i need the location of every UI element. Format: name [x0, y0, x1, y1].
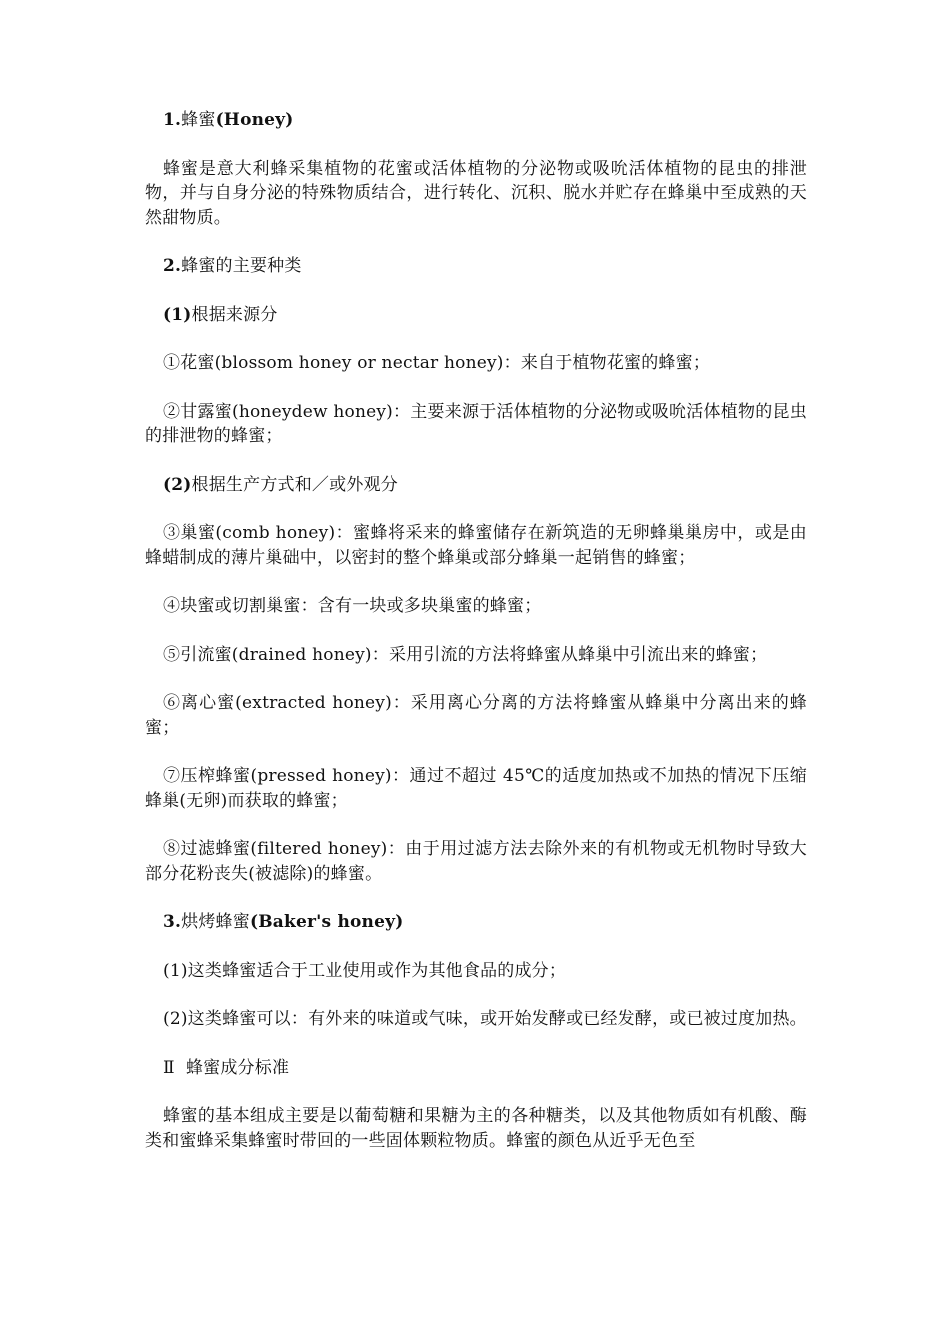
list-item-comb-honey: ③巢蜜(comb honey)：蜜蜂将采来的蜂蜜储存在新筑造的无卵蜂巢巢房中，或是由蜂蜡制成的薄片巢础中，以密封的整个蜂巢或部分蜂巢一起销售的蜂蜜；: [145, 523, 807, 568]
subheading-by-source: (1)根据来源分: [163, 304, 278, 325]
subheading-by-production: (2)根据生产方式和／或外观分: [163, 474, 398, 495]
list-item-chunk-honey: ④块蜜或切割巢蜜：含有一块或多块巢蜜的蜂蜜；: [163, 596, 542, 616]
section-heading-bakers-honey: 3.烘烤蜂蜜(Baker's honey): [163, 912, 404, 932]
list-item-drained-honey: ⑤引流蜜(drained honey)：采用引流的方法将蜂蜜从蜂巢中引流出来的蜂蜜；: [163, 644, 768, 665]
section-heading-composition-standard: Ⅱ 蜂蜜成分标准: [163, 1057, 290, 1078]
paragraph-bakers-honey-traits: (2)这类蜂蜜可以：有外来的味道或气味，或开始发酵或已经发酵，或已被过度加热。: [163, 1009, 807, 1029]
paragraph-composition: 蜂蜜的基本组成主要是以葡萄糖和果糖为主的各种糖类，以及其他物质如有机酸、酶类和蜜蜂采集蜂蜜时带回的一些固体颗粒物质。蜂蜜的颜色从近乎无色至: [145, 1106, 807, 1151]
list-item-pressed-honey: ⑦压榨蜂蜜(pressed honey)：通过不超过 45℃的适度加热或不加热的情况下压缩蜂巢(无卵)而获取的蜂蜜；: [145, 766, 807, 811]
list-item-honeydew-honey: ②甘露蜜(honeydew honey)：主要来源于活体植物的分泌物或吸吮活体植物的昆虫的排泄物的蜂蜜；: [145, 401, 807, 446]
paragraph-bakers-honey-use: (1)这类蜂蜜适合于工业使用或作为其他食品的成分；: [163, 960, 567, 981]
list-item-extracted-honey: ⑥离心蜜(extracted honey)：采用离心分离的方法将蜂蜜从蜂巢中分离出来的蜂蜜；: [145, 693, 807, 738]
list-item-filtered-honey: ⑧过滤蜂蜜(filtered honey)：由于用过滤方法去除外来的有机物或无机物时导致大部分花粉丧失(被滤除)的蜂蜜。: [145, 839, 807, 884]
document-page: [145, 108, 807, 1177]
paragraph-honey-definition: 蜂蜜是意大利蜂采集植物的花蜜或活体植物的分泌物或吸吮活体植物的昆虫的排泄物，并与自身分泌的特殊物质结合，进行转化、沉积、脱水并贮存在蜂巢中至成熟的天然甜物质。: [145, 158, 807, 228]
list-item-blossom-honey: ①花蜜(blossom honey or nectar honey)：来自于植物花蜜的蜂蜜；: [163, 353, 711, 373]
section-heading-honey-types: 2.蜂蜜的主要种类: [163, 256, 302, 276]
section-heading-honey: 1.蜂蜜(Honey): [163, 110, 294, 130]
